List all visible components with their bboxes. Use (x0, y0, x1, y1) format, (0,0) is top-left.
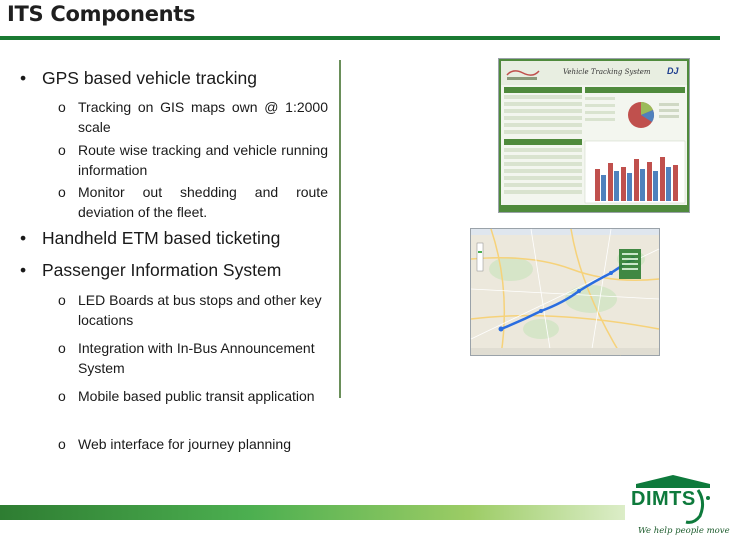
bullet-etm-ticketing (20, 228, 280, 249)
route-map-image (471, 229, 659, 355)
tracking-dashboard-image (499, 59, 689, 212)
sub-marker: o (58, 436, 66, 452)
subitem-label: Web interface for journey planning (78, 436, 291, 452)
bullet-gps-tracking (20, 68, 257, 89)
subitem-led-boards (58, 290, 328, 330)
sub-marker: o (58, 99, 66, 115)
sub-marker: o (58, 292, 66, 308)
subitem-label: Tracking on GIS maps own @ 1:2000 scale (78, 99, 328, 135)
route-map-screenshot (470, 228, 660, 356)
bullet-marker: • (20, 260, 27, 280)
bullet-label: Handheld ETM based ticketing (42, 228, 281, 248)
subitem-label: LED Boards at bus stops and other key locations (78, 292, 322, 328)
slide-title: ITS Components (7, 2, 196, 26)
bullet-passenger-info (20, 260, 281, 281)
dimts-logo-text: DIMTS (631, 488, 696, 510)
sub-marker: o (58, 388, 66, 404)
sub-marker: o (58, 142, 66, 158)
sub-marker: o (58, 340, 66, 356)
subitem-label: Mobile based public transit application (78, 388, 315, 404)
vehicle-tracking-screenshot (498, 58, 690, 213)
tracking-logo-text: DJ (667, 66, 679, 76)
bullet-marker: • (20, 68, 27, 88)
subitem-gis-maps (58, 97, 328, 137)
column-divider (339, 60, 341, 398)
bullet-marker: • (20, 228, 27, 248)
title-underline (0, 36, 720, 40)
dimts-logo (628, 472, 730, 540)
bullet-label: Passenger Information System (42, 260, 282, 280)
subitem-mobile-app (58, 386, 328, 406)
dimts-tagline: We help people move (638, 526, 730, 536)
subitem-in-bus-announcement (58, 338, 328, 378)
subitem-out-shedding (58, 182, 328, 222)
subitem-route-tracking (58, 140, 328, 180)
sub-marker: o (58, 184, 66, 200)
subitem-web-journey-planner (58, 434, 338, 454)
tracking-header-text: Vehicle Tracking System (563, 68, 651, 76)
footer-gradient-bar (0, 505, 625, 520)
bullet-label: GPS based vehicle tracking (42, 68, 257, 88)
subitem-label: Monitor out shedding and route deviation of the fleet. (78, 184, 328, 220)
subitem-label: Route wise tracking and vehicle running information (78, 142, 328, 178)
subitem-label: Integration with In-Bus Announcement System (78, 340, 315, 376)
